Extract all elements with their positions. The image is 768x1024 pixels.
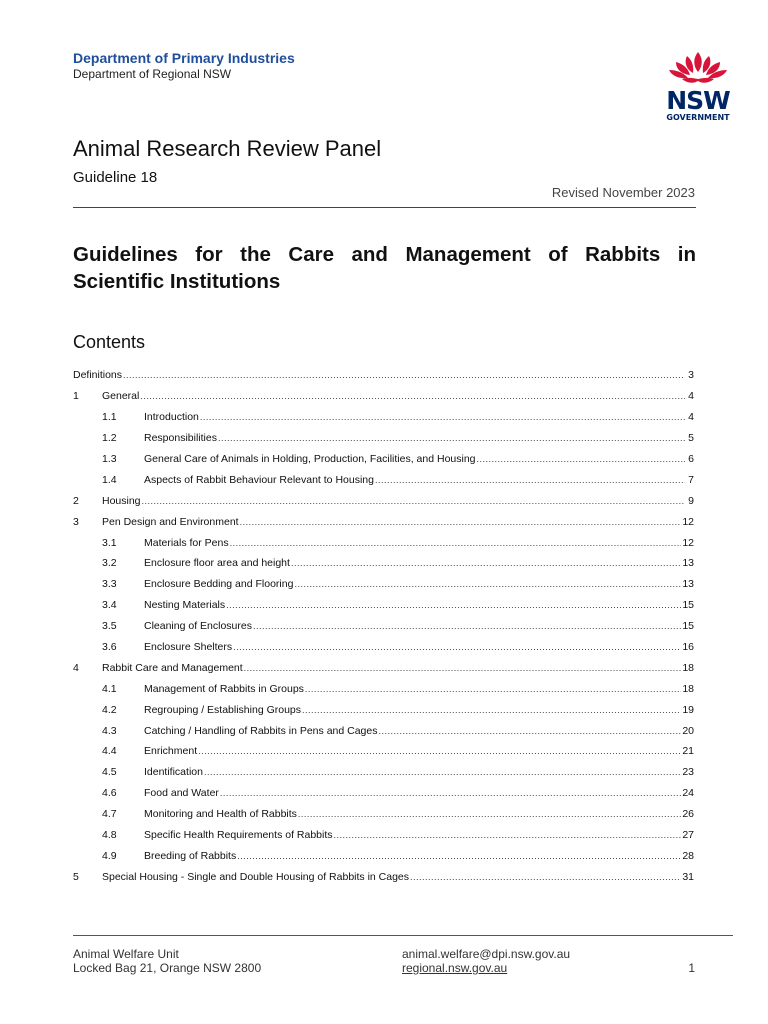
toc-entry[interactable]	[73, 490, 694, 511]
toc-number: 4.2	[102, 703, 117, 716]
toc-number: 3.4	[102, 599, 117, 612]
toc-entry[interactable]	[73, 616, 694, 637]
toc-page-number: 23	[682, 766, 694, 779]
toc-entry[interactable]	[73, 595, 694, 616]
toc-title: Pen Design and Environment	[102, 515, 239, 528]
toc-dot-leader	[123, 369, 685, 381]
toc-dot-leader	[291, 557, 681, 569]
toc-number: 4.8	[102, 829, 117, 842]
toc-number: 1.1	[102, 411, 117, 424]
toc-page-number: 4	[688, 390, 694, 403]
toc-entry-body	[144, 804, 694, 825]
toc-title: Identification	[144, 766, 203, 779]
toc-page-number: 26	[682, 808, 694, 821]
toc-dot-leader	[410, 871, 681, 883]
toc-title: Materials for Pens	[144, 536, 229, 549]
toc-number: 1.3	[102, 453, 117, 465]
toc-entry[interactable]	[73, 762, 694, 783]
toc-number: 4.1	[102, 682, 117, 695]
toc-entry-body	[144, 449, 694, 470]
toc-number: 3.6	[102, 641, 117, 654]
toc-page-number: 18	[682, 661, 694, 674]
toc-number: 4	[73, 661, 79, 674]
toc-entry-body	[144, 637, 694, 658]
footer-website-link[interactable]: regional.nsw.gov.au	[402, 961, 508, 975]
toc-number: 1	[73, 390, 79, 403]
toc-number: 3.5	[102, 620, 117, 633]
toc-title: Aspects of Rabbit Behaviour Relevant to Housing	[144, 473, 374, 486]
toc-page-number: 3	[688, 369, 694, 382]
toc-entry[interactable]	[73, 866, 694, 887]
toc-dot-leader	[294, 578, 681, 590]
toc-title: Monitoring and Health of Rabbits	[144, 808, 297, 821]
toc-title: Specific Health Requirements of Rabbits	[144, 829, 333, 842]
toc-entry-body	[102, 490, 694, 511]
toc-dot-leader	[302, 704, 681, 716]
sub-department-name: Department of Regional NSW	[73, 67, 232, 81]
toc-title: General Care of Animals in Holding, Production, Facilities, and Housing	[144, 453, 476, 465]
toc-dot-leader	[218, 432, 685, 444]
toc-entry[interactable]	[73, 574, 694, 595]
toc-dot-leader	[233, 641, 681, 653]
toc-page-number: 31	[682, 870, 694, 883]
toc-number: 4.4	[102, 745, 117, 758]
toc-entry-body	[144, 428, 694, 449]
toc-entry[interactable]	[73, 783, 694, 804]
toc-entry-body	[73, 365, 694, 386]
toc-entry[interactable]	[73, 637, 694, 658]
footer-email[interactable]: animal.welfare@dpi.nsw.gov.au	[402, 947, 571, 961]
toc-page-number: 24	[682, 787, 694, 800]
toc-number: 4.3	[102, 724, 117, 737]
toc-entry-body	[102, 657, 694, 678]
toc-dot-leader	[253, 620, 681, 632]
footer-divider	[73, 935, 733, 936]
toc-entry[interactable]	[73, 511, 694, 532]
toc-title: Special Housing - Single and Double Housing of Rabbits in Cages	[102, 870, 410, 883]
toc-dot-leader	[198, 745, 681, 757]
toc-page-number: 19	[682, 703, 694, 716]
toc-dot-leader	[200, 411, 685, 423]
toc-page-number: 28	[682, 849, 694, 862]
toc-title: Housing	[102, 494, 141, 507]
toc-entry[interactable]	[73, 365, 694, 386]
toc-number: 5	[73, 870, 79, 883]
toc-page-number: 15	[682, 599, 694, 612]
footer-unit: Animal Welfare Unit	[73, 947, 179, 961]
toc-dot-leader	[375, 474, 685, 486]
toc-title: Enclosure Bedding and Flooring	[144, 578, 294, 591]
toc-title: General	[102, 390, 140, 403]
toc-entry-body	[144, 616, 694, 637]
toc-page-number: 20	[682, 724, 694, 737]
toc-page-number: 16	[682, 641, 694, 654]
toc-page-number: 7	[688, 473, 694, 486]
toc-entry[interactable]	[73, 741, 694, 762]
toc-entry-body	[102, 866, 694, 887]
toc-entry[interactable]	[73, 428, 694, 449]
toc-entry-body	[144, 574, 694, 595]
toc-entry[interactable]	[73, 553, 694, 574]
logo-nsw-text: NSW	[666, 86, 730, 115]
toc-dot-leader	[298, 808, 681, 820]
page-number: 1	[688, 961, 695, 975]
toc-page-number: 27	[682, 829, 694, 842]
header-divider	[73, 207, 696, 208]
toc-entry[interactable]	[73, 469, 694, 490]
toc-entry-body	[144, 407, 694, 428]
toc-dot-leader	[230, 537, 682, 549]
toc-entry-body	[144, 762, 694, 783]
toc-entry[interactable]	[73, 657, 694, 678]
toc-entry-body	[144, 845, 694, 866]
toc-entry-body	[144, 532, 694, 553]
toc-number: 1.4	[102, 473, 117, 486]
toc-title: Enrichment	[144, 745, 198, 758]
toc-title: Introduction	[144, 411, 199, 424]
toc-entry[interactable]	[73, 845, 694, 866]
toc-title: Catching / Handling of Rabbits in Pens and Cages	[144, 724, 378, 737]
toc-number: 3	[73, 515, 79, 528]
toc-page-number: 15	[682, 620, 694, 633]
panel-title: Animal Research Review Panel	[73, 136, 382, 161]
toc-title: Enclosure floor area and height	[144, 557, 290, 570]
toc-dot-leader	[305, 683, 681, 695]
toc-page-number: 21	[682, 745, 694, 758]
toc-entry-body	[144, 720, 694, 741]
toc-page-number: 18	[682, 682, 694, 695]
document-title: Guidelines for the Care and Management of Rabbits in Scientific Institutions	[73, 243, 696, 293]
toc-entry-body	[144, 469, 694, 490]
toc-entry[interactable]	[73, 449, 694, 470]
contents-heading: Contents	[73, 332, 146, 352]
toc-entry[interactable]	[73, 407, 694, 428]
toc-entry[interactable]	[73, 804, 694, 825]
toc-page-number: 6	[688, 453, 694, 465]
toc-number: 4.7	[102, 808, 117, 821]
toc-page-number: 12	[682, 536, 694, 549]
toc-entry[interactable]	[73, 699, 694, 720]
toc-title: Cleaning of Enclosures	[144, 620, 252, 633]
toc-dot-leader	[378, 725, 681, 737]
table-of-contents	[73, 365, 694, 887]
toc-dot-leader	[334, 829, 682, 841]
toc-number: 4.9	[102, 849, 117, 862]
toc-title: Rabbit Care and Management	[102, 661, 243, 674]
waratah-icon	[660, 48, 736, 88]
toc-title: Definitions	[73, 369, 123, 382]
toc-entry-body	[102, 511, 694, 532]
toc-number: 3.3	[102, 578, 117, 591]
toc-entry-body	[144, 678, 694, 699]
toc-entry-body	[102, 386, 694, 407]
toc-dot-leader	[226, 599, 681, 611]
nsw-government-logo	[660, 48, 736, 124]
toc-number: 3.2	[102, 557, 117, 570]
toc-page-number: 13	[682, 578, 694, 591]
toc-dot-leader	[140, 390, 685, 402]
toc-number: 2	[73, 494, 79, 507]
logo-government-text: GOVERNMENT	[666, 113, 730, 122]
toc-entry[interactable]	[73, 825, 694, 846]
toc-entry[interactable]	[73, 720, 694, 741]
toc-entry-body	[144, 553, 694, 574]
toc-title: Management of Rabbits in Groups	[144, 682, 304, 695]
toc-dot-leader	[477, 453, 685, 465]
toc-number: 4.5	[102, 766, 117, 779]
toc-dot-leader	[204, 766, 681, 778]
revised-date: Revised November 2023	[551, 185, 695, 200]
toc-entry-body	[144, 595, 694, 616]
guideline-number: Guideline 18	[73, 169, 158, 186]
footer-address: Locked Bag 21, Orange NSW 2800	[73, 961, 262, 975]
toc-page-number: 13	[682, 557, 694, 570]
toc-page-number: 9	[688, 494, 694, 507]
toc-title: Responsibilities	[144, 432, 217, 445]
toc-page-number: 4	[688, 411, 694, 424]
toc-entry[interactable]	[73, 386, 694, 407]
toc-dot-leader	[237, 850, 681, 862]
toc-page-number: 12	[682, 515, 694, 528]
toc-title: Food and Water	[144, 787, 219, 800]
toc-entry-body	[144, 741, 694, 762]
toc-entry-body	[144, 699, 694, 720]
toc-entry[interactable]	[73, 678, 694, 699]
toc-title: Breeding of Rabbits	[144, 849, 237, 862]
toc-page-number: 5	[688, 432, 694, 445]
toc-entry[interactable]	[73, 532, 694, 553]
toc-entry-body	[144, 825, 694, 846]
department-name: Department of Primary Industries	[73, 50, 295, 66]
toc-entry-body	[144, 783, 694, 804]
toc-title: Nesting Materials	[144, 599, 226, 612]
toc-dot-leader	[142, 495, 685, 507]
toc-title: Enclosure Shelters	[144, 641, 233, 654]
toc-dot-leader	[240, 516, 682, 528]
toc-dot-leader	[244, 662, 682, 674]
toc-number: 1.2	[102, 432, 117, 445]
toc-title: Regrouping / Establishing Groups	[144, 703, 302, 716]
toc-number: 3.1	[102, 536, 117, 549]
toc-number: 4.6	[102, 787, 117, 800]
toc-dot-leader	[220, 787, 681, 799]
